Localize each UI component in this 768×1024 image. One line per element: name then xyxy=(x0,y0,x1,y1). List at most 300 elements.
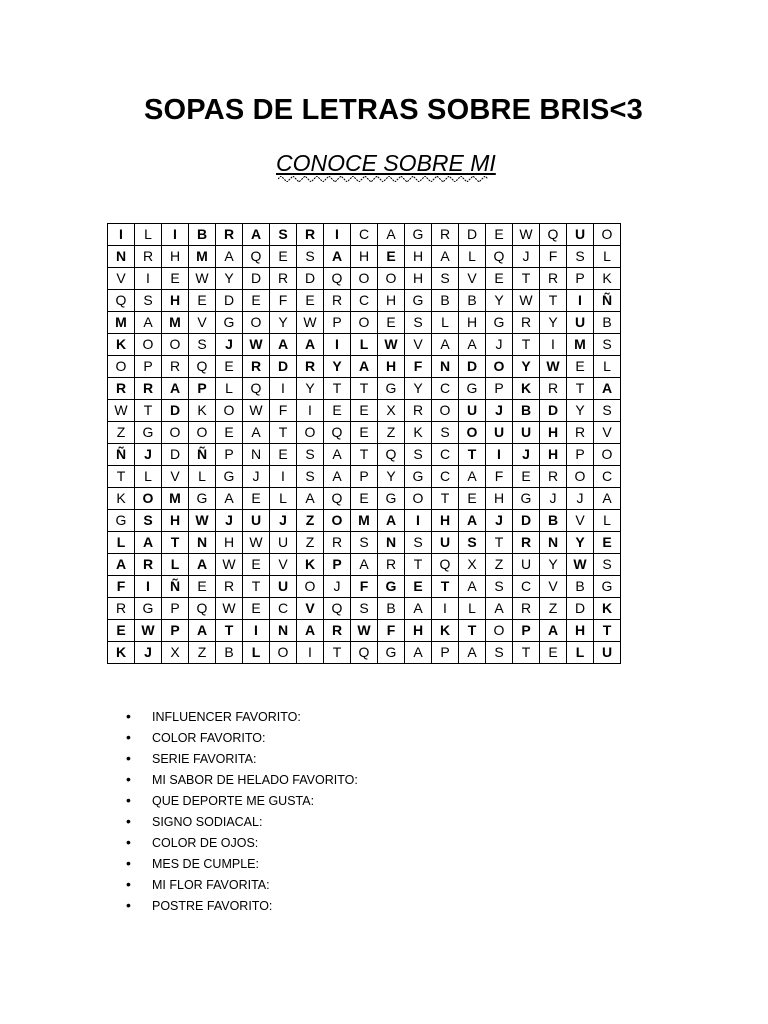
grid-row xyxy=(108,598,621,620)
grid-cell: T xyxy=(351,378,378,400)
grid-cell: E xyxy=(216,422,243,444)
grid-cell: W xyxy=(297,312,324,334)
grid-cell: Y xyxy=(297,378,324,400)
grid-cell: R xyxy=(405,400,432,422)
grid-cell: Q xyxy=(324,598,351,620)
grid-cell: A xyxy=(297,488,324,510)
page-subtitle: CONOCE SOBRE MI xyxy=(276,150,496,176)
grid-cell: T xyxy=(135,400,162,422)
grid-cell: L xyxy=(216,378,243,400)
grid-cell: W xyxy=(378,334,405,356)
grid-cell: G xyxy=(378,488,405,510)
grid-cell: A xyxy=(459,466,486,488)
grid-cell: A xyxy=(351,554,378,576)
grid-cell: P xyxy=(486,378,513,400)
grid-cell: L xyxy=(594,246,621,268)
grid-cell: D xyxy=(162,400,189,422)
grid-cell: A xyxy=(459,642,486,664)
grid-cell: Ñ xyxy=(189,444,216,466)
grid-row xyxy=(108,378,621,400)
grid-cell: R xyxy=(243,356,270,378)
grid-cell: D xyxy=(459,356,486,378)
grid-cell: J xyxy=(135,642,162,664)
question-item xyxy=(126,874,358,895)
grid-cell: A xyxy=(486,598,513,620)
grid-cell: S xyxy=(351,598,378,620)
grid-cell: H xyxy=(459,312,486,334)
grid-cell: U xyxy=(567,312,594,334)
question-text: MI FLOR FAVORITA: xyxy=(152,878,270,892)
grid-cell: G xyxy=(405,290,432,312)
grid-cell: L xyxy=(351,334,378,356)
grid-cell: T xyxy=(486,532,513,554)
grid-cell: A xyxy=(594,378,621,400)
grid-cell: E xyxy=(351,400,378,422)
grid-cell: I xyxy=(270,378,297,400)
grid-cell: U xyxy=(513,554,540,576)
grid-cell: A xyxy=(135,312,162,334)
grid-cell: O xyxy=(378,268,405,290)
grid-cell: I xyxy=(324,224,351,246)
grid-cell: V xyxy=(594,422,621,444)
grid-cell: R xyxy=(324,620,351,642)
grid-cell: O xyxy=(270,642,297,664)
grid-cell: N xyxy=(378,532,405,554)
grid-cell: I xyxy=(486,444,513,466)
grid-cell: Q xyxy=(189,598,216,620)
grid-cell: U xyxy=(459,400,486,422)
grid-cell: J xyxy=(135,444,162,466)
bullet-icon: • xyxy=(126,708,131,724)
grid-cell: E xyxy=(513,466,540,488)
grid-cell: A xyxy=(216,488,243,510)
grid-cell: T xyxy=(162,532,189,554)
grid-cell: T xyxy=(513,268,540,290)
grid-cell: U xyxy=(567,224,594,246)
grid-cell: J xyxy=(513,246,540,268)
grid-cell: Z xyxy=(540,598,567,620)
grid-cell: W xyxy=(567,554,594,576)
grid-cell: R xyxy=(513,312,540,334)
grid-cell: U xyxy=(486,422,513,444)
grid-cell: L xyxy=(135,466,162,488)
grid-cell: L xyxy=(135,224,162,246)
grid-cell: R xyxy=(270,268,297,290)
grid-cell: E xyxy=(162,268,189,290)
grid-cell: F xyxy=(351,576,378,598)
grid-cell: S xyxy=(135,510,162,532)
grid-cell: L xyxy=(594,510,621,532)
grid-cell: I xyxy=(135,268,162,290)
grid-cell: T xyxy=(459,444,486,466)
grid-cell: A xyxy=(189,620,216,642)
grid-cell: A xyxy=(378,224,405,246)
grid-cell: E xyxy=(270,246,297,268)
grid-cell: G xyxy=(405,224,432,246)
grid-cell: T xyxy=(432,576,459,598)
grid-cell: T xyxy=(540,290,567,312)
grid-cell: Z xyxy=(486,554,513,576)
grid-cell: H xyxy=(378,356,405,378)
grid-cell: D xyxy=(540,400,567,422)
grid-cell: R xyxy=(135,554,162,576)
grid-cell: R xyxy=(513,598,540,620)
grid-cell: D xyxy=(162,444,189,466)
grid-cell: H xyxy=(162,246,189,268)
grid-cell: V xyxy=(540,576,567,598)
grid-cell: Q xyxy=(243,246,270,268)
grid-cell: B xyxy=(432,290,459,312)
grid-cell: Q xyxy=(243,378,270,400)
grid-cell: H xyxy=(162,290,189,312)
grid-cell: T xyxy=(567,378,594,400)
grid-cell: S xyxy=(594,334,621,356)
grid-cell: E xyxy=(351,422,378,444)
question-item xyxy=(126,853,358,874)
grid-cell: H xyxy=(432,510,459,532)
grid-cell: W xyxy=(216,554,243,576)
grid-row xyxy=(108,576,621,598)
grid-row xyxy=(108,224,621,246)
grid-cell: E xyxy=(297,290,324,312)
grid-cell: Q xyxy=(378,444,405,466)
grid-cell: A xyxy=(108,554,135,576)
grid-cell: O xyxy=(351,312,378,334)
grid-cell: S xyxy=(297,444,324,466)
grid-cell: W xyxy=(189,510,216,532)
grid-cell: V xyxy=(297,598,324,620)
grid-cell: Z xyxy=(189,642,216,664)
grid-cell: Q xyxy=(351,642,378,664)
grid-cell: Y xyxy=(324,356,351,378)
grid-cell: H xyxy=(162,510,189,532)
grid-cell: M xyxy=(162,488,189,510)
grid-cell: A xyxy=(324,246,351,268)
grid-cell: O xyxy=(216,400,243,422)
grid-cell: O xyxy=(486,356,513,378)
grid-cell: M xyxy=(162,312,189,334)
grid-cell: V xyxy=(405,334,432,356)
grid-cell: C xyxy=(432,466,459,488)
grid-cell: T xyxy=(351,444,378,466)
grid-cell: O xyxy=(432,400,459,422)
grid-cell: P xyxy=(513,620,540,642)
grid-cell: H xyxy=(540,422,567,444)
grid-cell: G xyxy=(135,422,162,444)
grid-cell: M xyxy=(567,334,594,356)
grid-cell: K xyxy=(108,642,135,664)
grid-cell: O xyxy=(594,224,621,246)
grid-cell: E xyxy=(594,532,621,554)
grid-cell: R xyxy=(135,246,162,268)
grid-cell: L xyxy=(162,554,189,576)
grid-cell: A xyxy=(324,444,351,466)
grid-cell: B xyxy=(216,642,243,664)
grid-cell: T xyxy=(405,554,432,576)
grid-cell: D xyxy=(270,356,297,378)
grid-cell: R xyxy=(135,378,162,400)
grid-cell: R xyxy=(108,378,135,400)
grid-cell: W xyxy=(513,290,540,312)
grid-cell: H xyxy=(351,246,378,268)
grid-cell: O xyxy=(108,356,135,378)
grid-cell: L xyxy=(594,356,621,378)
grid-cell: G xyxy=(378,642,405,664)
grid-cell: A xyxy=(297,334,324,356)
grid-cell: E xyxy=(540,642,567,664)
grid-row xyxy=(108,488,621,510)
grid-cell: H xyxy=(405,246,432,268)
grid-cell: U xyxy=(270,532,297,554)
grid-cell: R xyxy=(378,554,405,576)
grid-cell: K xyxy=(594,268,621,290)
grid-cell: P xyxy=(567,268,594,290)
grid-cell: R xyxy=(108,598,135,620)
grid-cell: S xyxy=(135,290,162,312)
grid-cell: E xyxy=(243,598,270,620)
grid-cell: W xyxy=(351,620,378,642)
grid-cell: K xyxy=(405,422,432,444)
grid-cell: I xyxy=(297,642,324,664)
grid-cell: B xyxy=(459,290,486,312)
question-item xyxy=(126,790,358,811)
grid-cell: A xyxy=(162,378,189,400)
grid-cell: Z xyxy=(297,510,324,532)
grid-cell: U xyxy=(513,422,540,444)
grid-row xyxy=(108,356,621,378)
grid-cell: F xyxy=(108,576,135,598)
grid-row xyxy=(108,400,621,422)
grid-cell: W xyxy=(216,598,243,620)
grid-cell: C xyxy=(270,598,297,620)
grid-cell: P xyxy=(216,444,243,466)
grid-cell: G xyxy=(189,488,216,510)
grid-cell: R xyxy=(297,224,324,246)
grid-cell: K xyxy=(108,334,135,356)
grid-cell: W xyxy=(513,224,540,246)
grid-cell: W xyxy=(243,334,270,356)
grid-cell: D xyxy=(513,510,540,532)
grid-cell: O xyxy=(324,510,351,532)
grid-cell: S xyxy=(486,576,513,598)
grid-cell: N xyxy=(540,532,567,554)
grid-cell: T xyxy=(324,642,351,664)
grid-cell: W xyxy=(189,268,216,290)
grid-row xyxy=(108,268,621,290)
grid-cell: H xyxy=(486,488,513,510)
grid-cell: M xyxy=(189,246,216,268)
grid-cell: W xyxy=(135,620,162,642)
grid-cell: A xyxy=(243,422,270,444)
grid-cell: T xyxy=(432,488,459,510)
grid-cell: S xyxy=(594,400,621,422)
grid-cell: F xyxy=(405,356,432,378)
grid-cell: S xyxy=(351,532,378,554)
question-item xyxy=(126,748,358,769)
grid-cell: E xyxy=(378,246,405,268)
grid-cell: R xyxy=(513,532,540,554)
question-item xyxy=(126,811,358,832)
grid-cell: S xyxy=(297,246,324,268)
grid-cell: S xyxy=(459,532,486,554)
grid-cell: S xyxy=(567,246,594,268)
grid-cell: E xyxy=(216,356,243,378)
grid-cell: V xyxy=(108,268,135,290)
grid-cell: Q xyxy=(324,268,351,290)
grid-cell: O xyxy=(594,444,621,466)
grid-cell: E xyxy=(324,400,351,422)
grid-cell: E xyxy=(459,488,486,510)
grid-cell: R xyxy=(216,224,243,246)
grid-cell: S xyxy=(189,334,216,356)
grid-cell: G xyxy=(513,488,540,510)
grid-cell: Q xyxy=(540,224,567,246)
grid-cell: S xyxy=(432,268,459,290)
grid-cell: P xyxy=(351,466,378,488)
grid-cell: V xyxy=(270,554,297,576)
grid-cell: O xyxy=(162,334,189,356)
question-item xyxy=(126,832,358,853)
grid-cell: C xyxy=(351,224,378,246)
grid-cell: J xyxy=(486,400,513,422)
grid-cell: U xyxy=(432,532,459,554)
grid-cell: A xyxy=(432,334,459,356)
grid-cell: T xyxy=(324,378,351,400)
grid-cell: D xyxy=(459,224,486,246)
grid-cell: E xyxy=(243,290,270,312)
grid-cell: C xyxy=(432,444,459,466)
grid-row xyxy=(108,466,621,488)
grid-cell: O xyxy=(297,576,324,598)
grid-cell: T xyxy=(216,620,243,642)
grid-cell: Y xyxy=(540,312,567,334)
grid-cell: Y xyxy=(378,466,405,488)
grid-cell: K xyxy=(297,554,324,576)
grid-cell: T xyxy=(108,466,135,488)
grid-cell: I xyxy=(540,334,567,356)
page-title: SOPAS DE LETRAS SOBRE BRIS<3 xyxy=(144,94,643,126)
grid-cell: J xyxy=(243,466,270,488)
grid-cell: I xyxy=(432,598,459,620)
grid-row xyxy=(108,444,621,466)
grid-row xyxy=(108,290,621,312)
grid-cell: T xyxy=(459,620,486,642)
grid-cell: U xyxy=(270,576,297,598)
grid-cell: Y xyxy=(486,290,513,312)
grid-cell: O xyxy=(567,466,594,488)
grid-cell: J xyxy=(486,510,513,532)
grid-cell: Q xyxy=(432,554,459,576)
grid-cell: I xyxy=(270,466,297,488)
grid-cell: A xyxy=(540,620,567,642)
grid-cell: E xyxy=(486,224,513,246)
grid-cell: Z xyxy=(378,422,405,444)
grid-cell: G xyxy=(486,312,513,334)
grid-cell: K xyxy=(594,598,621,620)
grid-cell: A xyxy=(405,642,432,664)
question-item xyxy=(126,769,358,790)
grid-cell: B xyxy=(594,312,621,334)
grid-cell: P xyxy=(162,598,189,620)
grid-cell: Ñ xyxy=(108,444,135,466)
grid-cell: H xyxy=(378,290,405,312)
grid-cell: L xyxy=(459,246,486,268)
grid-cell: V xyxy=(189,312,216,334)
question-list xyxy=(126,706,358,916)
grid-cell: A xyxy=(243,224,270,246)
grid-cell: S xyxy=(486,642,513,664)
grid-row xyxy=(108,422,621,444)
grid-cell: K xyxy=(513,378,540,400)
grid-cell: E xyxy=(405,576,432,598)
grid-cell: Y xyxy=(513,356,540,378)
grid-cell: J xyxy=(486,334,513,356)
grid-cell: N xyxy=(108,246,135,268)
grid-cell: A xyxy=(324,466,351,488)
grid-cell: G xyxy=(378,378,405,400)
grid-cell: C xyxy=(432,378,459,400)
grid-cell: G xyxy=(216,312,243,334)
grid-cell: K xyxy=(108,488,135,510)
grid-cell: R xyxy=(324,290,351,312)
grid-cell: D xyxy=(243,268,270,290)
grid-cell: L xyxy=(243,642,270,664)
bullet-icon: • xyxy=(126,729,131,745)
grid-cell: B xyxy=(513,400,540,422)
grid-cell: R xyxy=(324,532,351,554)
grid-cell: C xyxy=(351,290,378,312)
grid-cell: I xyxy=(405,510,432,532)
grid-cell: I xyxy=(162,224,189,246)
grid-cell: G xyxy=(216,466,243,488)
grid-cell: I xyxy=(297,400,324,422)
grid-row xyxy=(108,532,621,554)
grid-cell: R xyxy=(432,224,459,246)
grid-cell: Z xyxy=(297,532,324,554)
grid-cell: Ñ xyxy=(594,290,621,312)
grid-cell: I xyxy=(243,620,270,642)
grid-cell: S xyxy=(297,466,324,488)
grid-cell: Q xyxy=(108,290,135,312)
grid-cell: Z xyxy=(108,422,135,444)
question-text: MES DE CUMPLE: xyxy=(152,857,259,871)
grid-cell: Y xyxy=(567,532,594,554)
grid-cell: N xyxy=(189,532,216,554)
grid-cell: N xyxy=(432,356,459,378)
grid-cell: G xyxy=(594,576,621,598)
grid-cell: A xyxy=(135,532,162,554)
grid-cell: R xyxy=(162,356,189,378)
bullet-icon: • xyxy=(126,792,131,808)
grid-cell: I xyxy=(567,290,594,312)
grid-cell: A xyxy=(594,488,621,510)
grid-cell: D xyxy=(297,268,324,290)
grid-cell: A xyxy=(189,554,216,576)
grid-cell: X xyxy=(378,400,405,422)
grid-cell: Y xyxy=(405,378,432,400)
grid-cell: L xyxy=(459,598,486,620)
grid-cell: T xyxy=(270,422,297,444)
grid-cell: B xyxy=(189,224,216,246)
grid-cell: O xyxy=(486,620,513,642)
grid-cell: I xyxy=(108,224,135,246)
grid-cell: P xyxy=(162,620,189,642)
grid-cell: O xyxy=(189,422,216,444)
question-item xyxy=(126,727,358,748)
grid-cell: J xyxy=(216,510,243,532)
grid-cell: A xyxy=(459,576,486,598)
grid-cell: Q xyxy=(189,356,216,378)
